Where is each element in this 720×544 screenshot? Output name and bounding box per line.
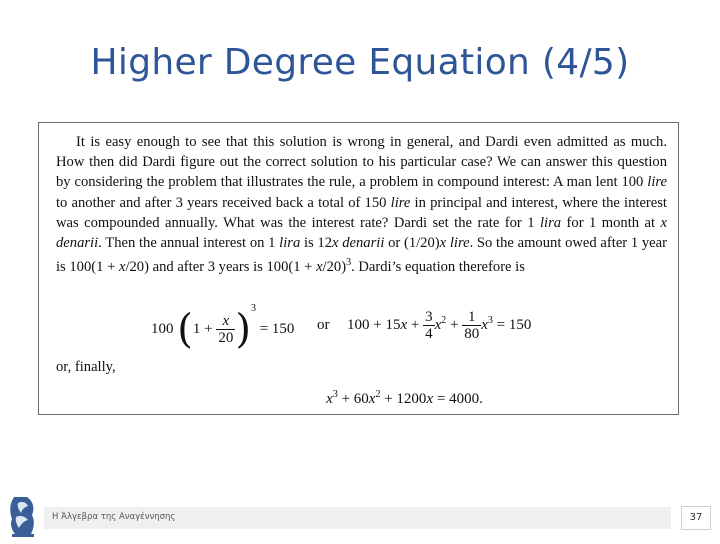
- textbook-excerpt: [38, 122, 679, 415]
- finally-label: or, finally,: [56, 359, 116, 375]
- equation-dardi: 100 (1 + $\frac{x}{20}$ )$^3$ = 150 or 100 + 15x + $\frac{3}{4}$ $x^2$ + $\frac{1}{80}$ $x^3 = 150$: [151, 303, 532, 353]
- equation-final: $x^3 + 60x^2 + 1200x = 4000$.: [326, 389, 483, 407]
- footer-bar: [44, 507, 671, 529]
- footer-course-title: Η Άλγεβρα της Αναγέννησης: [52, 512, 176, 522]
- page-number: 37: [681, 506, 711, 530]
- university-logo-icon: [6, 493, 40, 539]
- slide-title: Higher Degree Equation (4/5): [90, 42, 630, 83]
- excerpt-paragraph: It is easy enough to see that this solution is wrong in general, and Dardi even admitted as much. How then did Dardi figure out the correct solution to his particular case? We can answer this question by considering the problem that illustrates the rule, a problem in compound interest: A man lent 100 lire to another and after 3 years received back a total of 150 lire in principal and interest, where the interest was compounded annually. What was the interest rate? Dardi set the rate for 1 lira for 1 month at x denarii. Then the annual interest on 1 lira is 12x denarii or (1/20)x lire. So the amount owed after 1 year is 100(1 + x/20) and after 3 years is $100(1 + x/20)^3$. Dardi’s equation therefore is: [56, 134, 668, 276]
